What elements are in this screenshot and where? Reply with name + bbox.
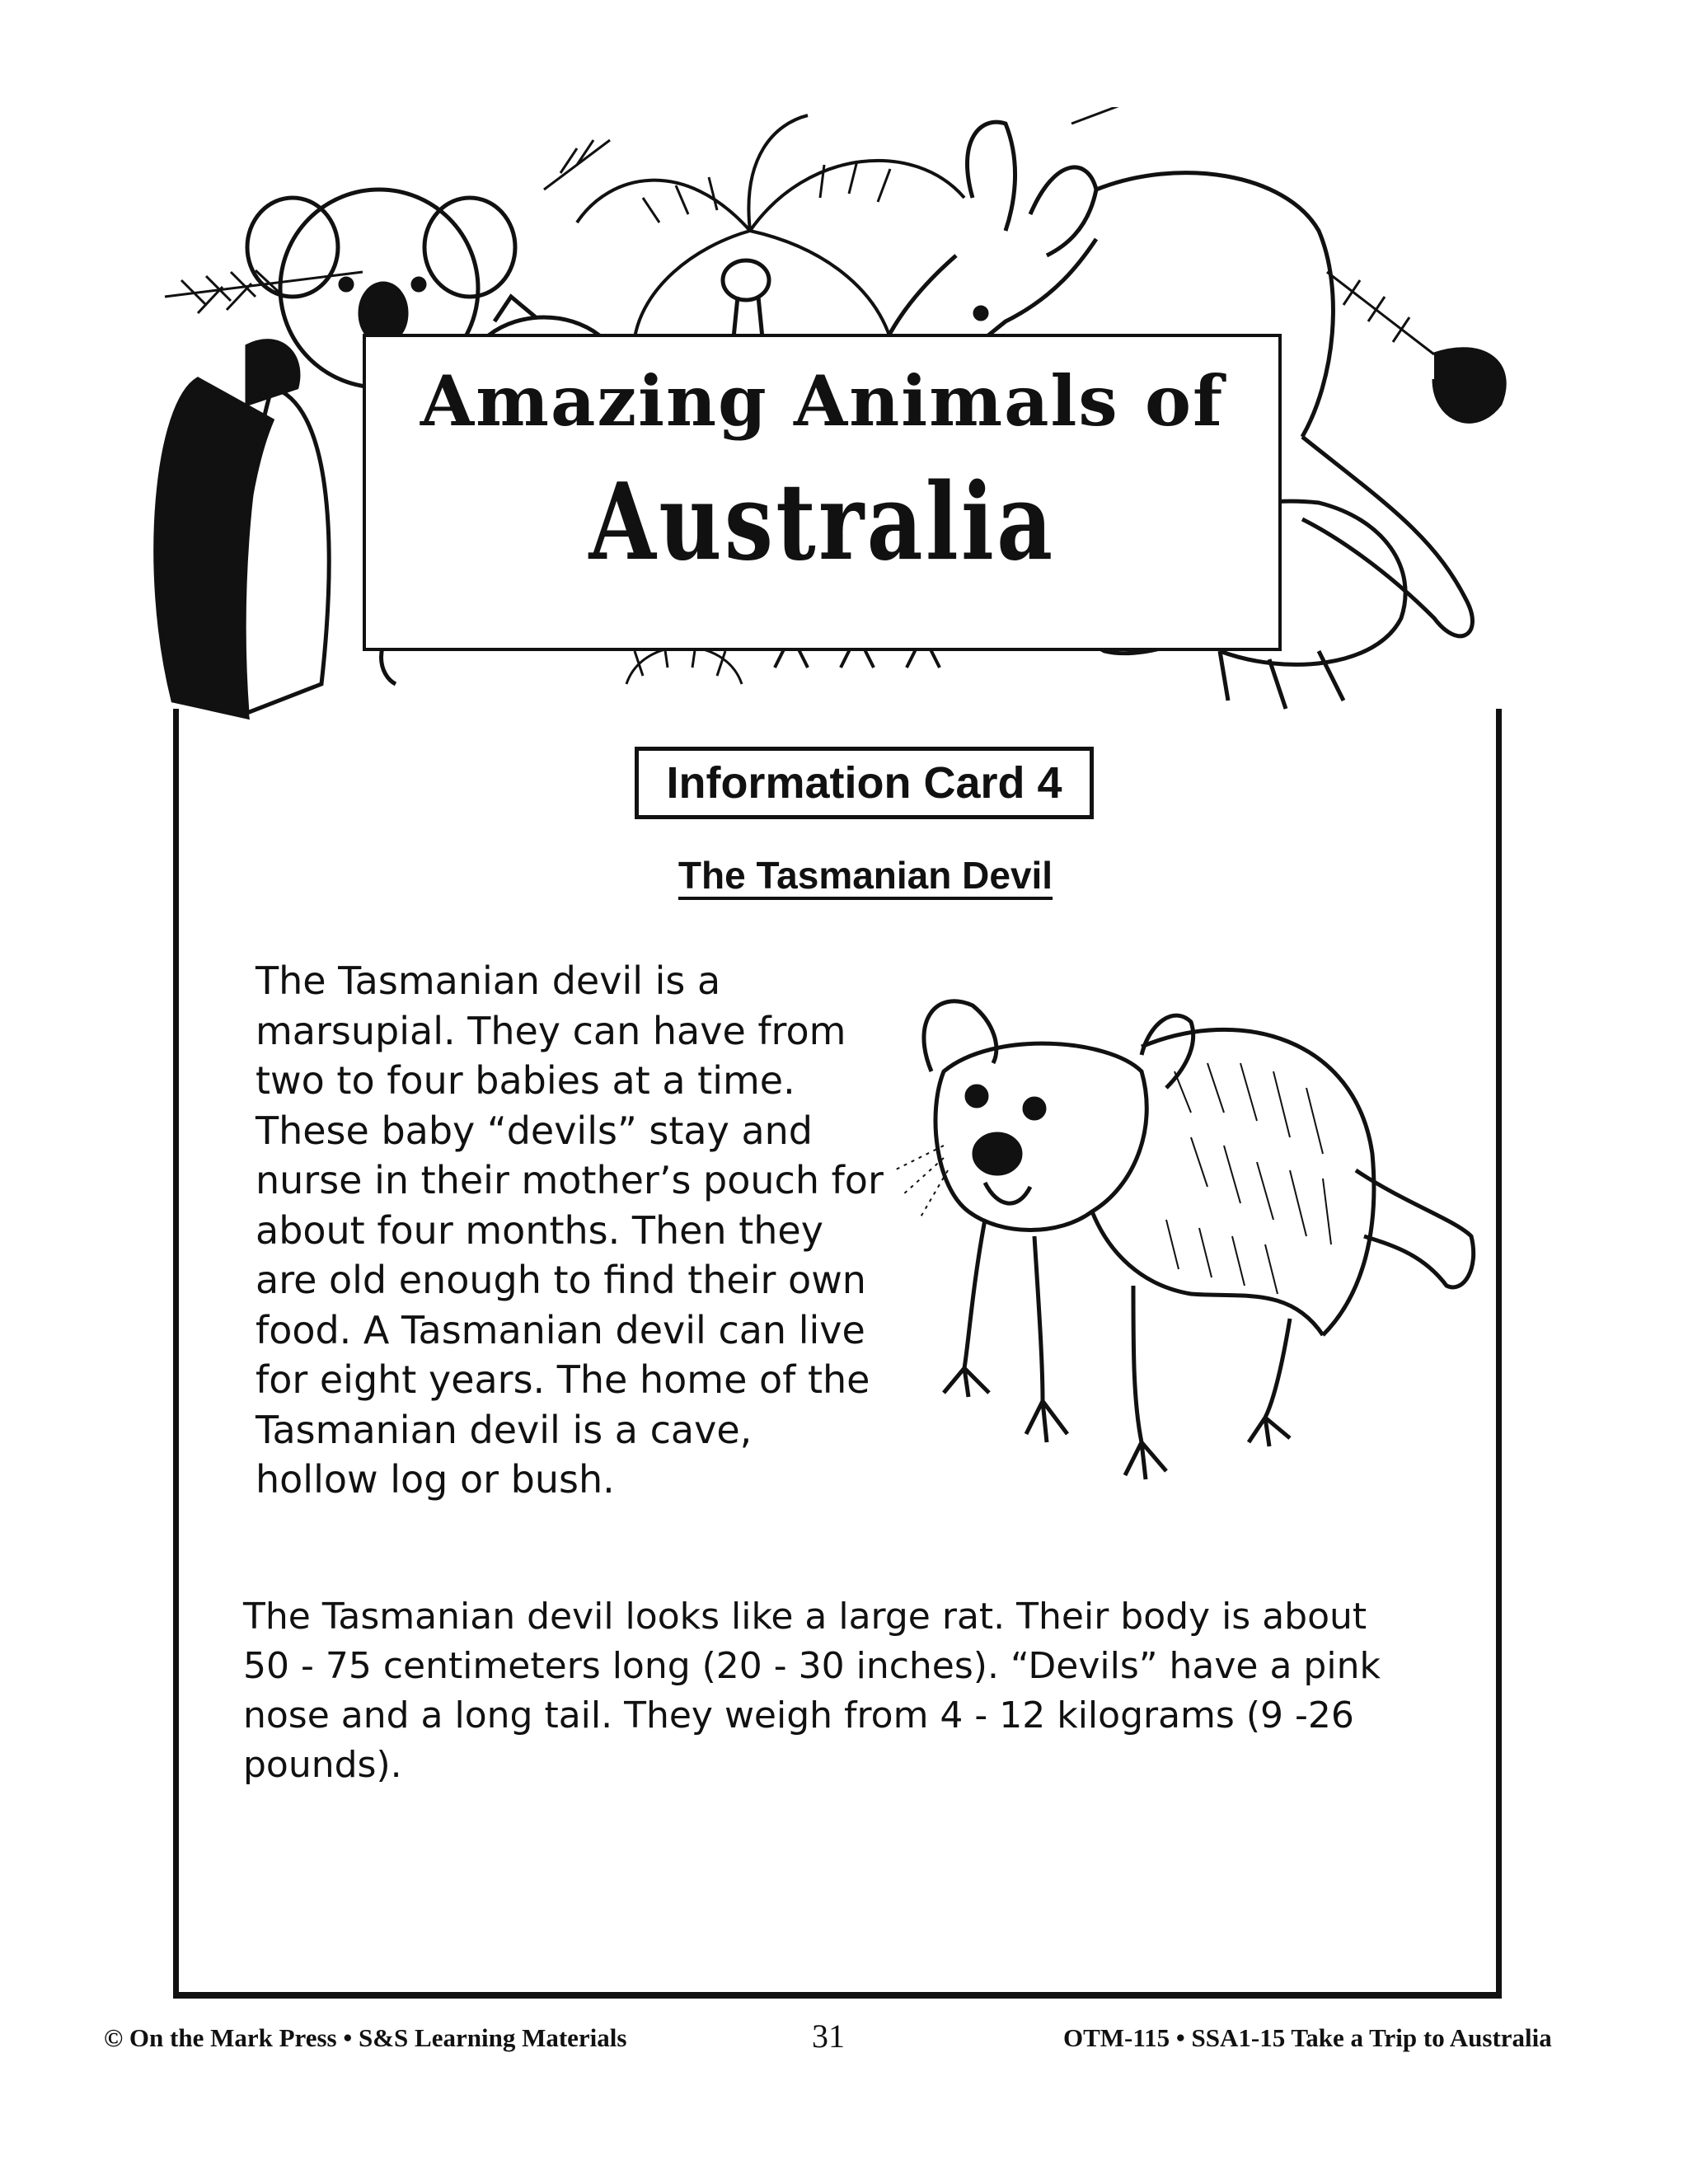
- tasmanian-devil-icon: [894, 972, 1479, 1483]
- paragraph-line: are old enough to find their own: [256, 1258, 866, 1302]
- card-heading: [577, 853, 1154, 898]
- paragraph-line: The Tasmanian devil is a: [256, 958, 721, 1003]
- paragraph-2: [243, 1592, 1496, 1790]
- palm-frond-icon: [1071, 107, 1434, 354]
- paragraph-line: 50 - 75 centimeters long (20 - 30 inches). “Devils” have a pink: [243, 1645, 1381, 1687]
- card-heading-text: The Tasmanian Devil: [678, 854, 1053, 897]
- paragraph-line: nurse in their mother’s pouch for: [256, 1158, 884, 1202]
- card-label: Information Card 4: [635, 747, 1094, 819]
- tail-icon: [1434, 349, 1504, 422]
- footer-copyright: © On the Mark Press • S&S Learning Materials: [104, 2023, 627, 2052]
- paragraph-line: The Tasmanian devil looks like a large rat. Their body is about: [243, 1596, 1367, 1638]
- paragraph-line: Tasmanian devil is a cave,: [256, 1407, 753, 1452]
- penguin-icon: [156, 341, 329, 717]
- page-number: 31: [812, 2018, 845, 2055]
- paragraph-line: two to four babies at a time.: [256, 1058, 795, 1103]
- paragraph-line: pounds).: [243, 1744, 402, 1786]
- paragraph-line: nose and a long tail. They weigh from 4 - 12 kilograms (9 -26: [243, 1694, 1354, 1736]
- paragraph-line: about four months. Then they: [256, 1207, 823, 1253]
- paragraph-line: for eight years. The home of the: [256, 1357, 870, 1402]
- page-title-country: Australia: [588, 461, 1056, 584]
- page-title: Amazing Animals of: [420, 360, 1225, 442]
- palm-tree-icon: [577, 115, 964, 338]
- paragraph-line: hollow log or bush.: [256, 1457, 615, 1502]
- footer-book-title: OTM-115 • SSA1-15 Take a Trip to Australia: [1063, 2023, 1552, 2052]
- paragraph-line: These baby “devils” stay and: [256, 1108, 813, 1153]
- paragraph-line: food. A Tasmanian devil can live: [256, 1307, 865, 1352]
- paragraph-1: [256, 956, 931, 1505]
- title-banner: [363, 334, 1282, 651]
- paragraph-line: marsupial. They can have from: [256, 1008, 846, 1053]
